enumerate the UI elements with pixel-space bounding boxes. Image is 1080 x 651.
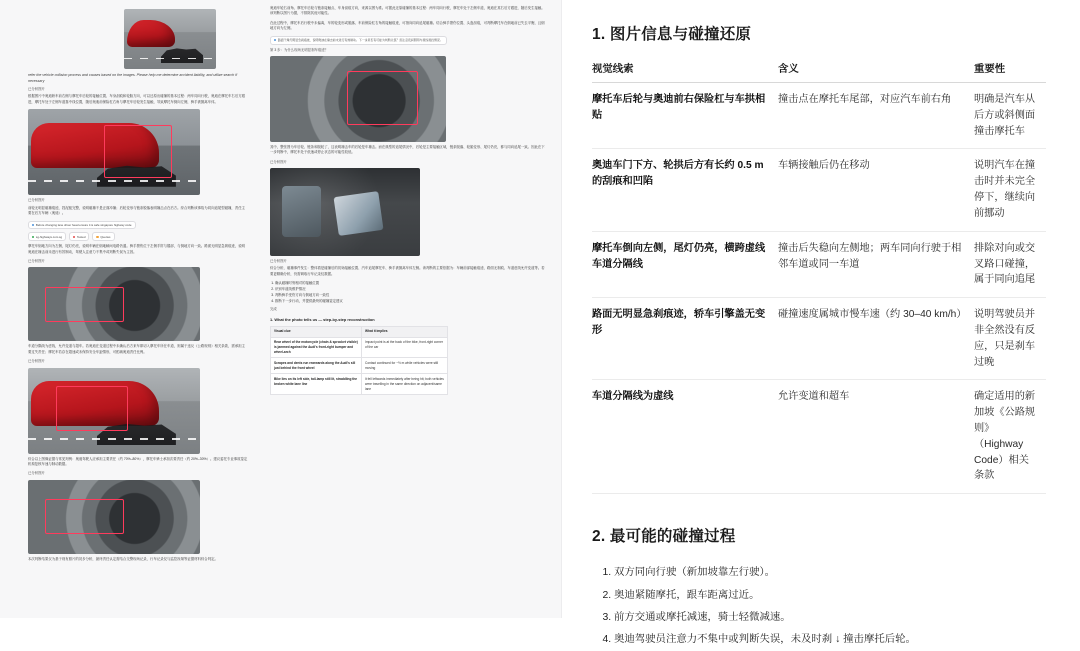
cell-meaning: 撞击点在摩托车尾部，对应汽车前右角 <box>778 83 974 149</box>
cell-clue: 奥迪车门下方、轮拱后方有长约 0.5 m 的刮痕和凹陷 <box>592 149 778 231</box>
column-header-clue: 视觉线索 <box>592 60 778 83</box>
analysis-label-4: 已分析图片 <box>28 259 45 264</box>
cell-clue: 车道分隔线为虚线 <box>592 380 778 494</box>
table-row <box>592 83 1046 149</box>
table-row <box>592 380 1046 494</box>
source-chip-label: 路面干燥无明显急刹痕迹，说明奥迪在撞击前未进行有效制动。下一步是否有可能为判断失误？需注意夜间照明与视线遮挡情况。 <box>277 37 443 42</box>
list-item: 4. 奥迪驾驶员注意力不集中或判断失误，未及时刹 ↓ 撞击摩托后轮。 <box>614 629 1046 650</box>
analysis-text-1: 根据图片中奥迪轿车前右侧与摩托车后轮的接触位置、车身刮痕和轮胎方向，可以还原出碰撞的基本过程：两车同向行驶，奥迪在摩托车右后方跟进，摩托车处于左侧车道靠中线位置，随后奥迪前保险杠右角与摩托车后轮发生接触，导致摩托车倒向左侧，骑手被抛离车体。 <box>28 94 245 104</box>
mid-done-label: 完成 <box>270 307 277 312</box>
source-chip-label: Before changing lane driver head ensure it is safe singapore highway code <box>35 222 132 227</box>
photo-rear-wheel-left[interactable] <box>28 267 200 341</box>
cell-importance: 确定适用的新加坡《公路规则》（Highway Code）相关条款 <box>974 380 1046 494</box>
source-chip-label: sg-highways.com.sg <box>35 234 63 239</box>
source-dot-icon <box>32 224 34 226</box>
lane-marking <box>28 180 200 182</box>
mid-numbered-list <box>275 281 547 304</box>
mid-table-title: 1. What the photo tells us — step-by-step reconstruction <box>270 316 375 322</box>
annotation-box <box>45 499 124 535</box>
analysis-label-1: 已分析图片 <box>28 87 45 92</box>
list-item: 2. 识别车道线维护情况 <box>275 287 547 293</box>
cell-meaning: 车辆接触后仍在移动 <box>778 149 974 231</box>
cell-clue: 摩托车倒向左侧，尾灯仍亮，横跨虚线车道分隔线 <box>592 231 778 297</box>
column-header-meaning: 含义 <box>778 60 974 83</box>
list-item: 1. 确认碰撞时刻相对的接触位置 <box>275 281 547 287</box>
cell-implies: Impact point is at the back of the bike, front-right corner of the car <box>362 337 448 358</box>
analysis-text-2: 前轮无明显碰撞痕迹，挡泥板完整，说明碰撞不是正面冲撞；后轮变形与链条脱落表明撞击点在后方。综合判断该事故为同向追尾型碰撞，责任主要在后方车辆（奥迪）。 <box>28 205 245 216</box>
collision-sequence-list <box>592 562 1046 650</box>
source-dot-icon <box>32 236 34 238</box>
cell-clue: Rear wheel of the motorcycle (chain & sprocket visible) is jammed against the Audi's front-right bumper and wheel-arch <box>271 337 362 358</box>
cell-importance: 明确是汽车从后方或斜侧面撞击摩托车 <box>974 83 1046 149</box>
analysis-text-4: 车道分隔线为虚线，允许变道与超车。若奥迪在变道过程中未确认后方来车即切入摩托车所在车道，则属于违反《公路规则》相关条款，需承担主要过失责任；摩托车若存在超速或未保持安全车距情形，可酌减奥迪责任比例。 <box>28 344 245 354</box>
red-car-shape <box>127 20 175 48</box>
analysis-label-5: 已分析图片 <box>28 359 45 364</box>
cell-importance: 说明汽车在撞击时并未完全停下，继续向前挪动 <box>974 149 1046 231</box>
photo-thumbnail-top[interactable] <box>124 9 216 69</box>
table-row <box>592 149 1046 231</box>
table-row <box>271 358 448 374</box>
dark-object-shape <box>282 186 321 237</box>
section-2-title: 2. 最可能的碰撞过程 <box>592 528 736 546</box>
photo-collision-wide-1[interactable] <box>28 109 200 195</box>
middle-analysis-column[interactable] <box>262 0 562 618</box>
reconstruction-table <box>270 326 448 396</box>
mid-text-4: 综合分析，碰撞事件发生：整体看是碰撞后的初始接触位置、汽车追尾摩托车、骑手被抛离车体左侧。该判断的主要依据为：车辆前部接触痕迹、路面无刹痕、车道虚线允许变道等。若要更精确分析，仍需调取行车记录仪数据。 <box>270 266 545 276</box>
list-item: 3. 判断骑手受伤方向与倒地方向一致性 <box>275 293 547 299</box>
source-chip-label: Queries <box>100 234 111 239</box>
mid-chip-row[interactable] <box>270 36 547 45</box>
cell-meaning: 允许变道和超车 <box>778 380 974 494</box>
cell-importance: 说明驾驶员并非全然没有反应，只是刹车过晚 <box>974 298 1046 380</box>
source-dot-icon <box>73 236 75 238</box>
analysis-text-3: 摩托车倒地方向为左侧，尾灯仍亮，说明车辆在倒地瞬间电路仍通。骑手擦伤位于左侧手肘与膝部，与倒地方向一致。路面无明显急刹痕迹，说明奥迪在撞击前未进行有效制动，驾驶人注意力不集中或判断失误为主因。 <box>28 244 245 254</box>
column-header-visual-clue: Visual clue <box>271 326 362 337</box>
annotation-box <box>104 125 173 178</box>
annotation-box <box>45 287 124 323</box>
photo-rear-wheel-left-2[interactable] <box>28 480 200 554</box>
photo-rear-wheel-mid[interactable] <box>270 56 446 142</box>
cell-meaning: 撞击后失稳向左侧地；两车同向行驶于相邻车道或同一车道 <box>778 231 974 297</box>
annotation-box <box>347 71 417 124</box>
list-item: 2. 奥迪紧随摩托，跟车距离过近。 <box>614 585 1046 606</box>
list-item: 1. 双方同向行驶（新加坡靠左行驶）。 <box>614 562 1046 583</box>
mid-text-1: 奥迪车轮右前角、摩托车后轮与链条接触点、车身刮痕方向，来源以图为准。可据此还原碰撞的基本过程：两车同向行驶，摩托车处于左侧车道，奥迪在其右后方跟进，随后发生接触。该判断以图片为据，不排除其他可能性。 <box>270 6 545 16</box>
mid-text-3: 其中，整张图为车后轮、链条和脱轮了，这表明撞击车的后轮是车撞击。而在典型的追尾情况中，后轮是主要接触区域，链条脱落、轮胎变形、尾灯仍亮，都与同向追尾一致。因此在下一步判断中，摩托车处于低速或停止状态的可能性较低。 <box>270 144 545 155</box>
lane-marking <box>28 438 200 440</box>
photo-collision-wide-2[interactable] <box>28 368 200 454</box>
annotation-box <box>56 386 128 431</box>
cell-clue: Scrapes and dents run rearwards along the Audi's sill just behind the front wheel <box>271 358 362 374</box>
source-dot-icon <box>274 39 276 41</box>
bright-object-shape <box>334 191 384 236</box>
top-caption: refer the vehicle collision process and causes based on the images. Please help me determine accident liability, and utilize search if necessary <box>28 73 238 84</box>
source-chip[interactable] <box>28 221 136 230</box>
list-item: 4. 推断下一步行动，并提供最终的碰撞鉴定建议 <box>275 299 547 305</box>
source-chip-row-2[interactable] <box>28 232 248 241</box>
analysis-text-5: 综合以上图像证据与常见判例：奥迪驾驶人应承担主要责任（约 70%–80%），摩托车骑士承担次要责任（约 20%–30%）。建议委托专业事故鉴定机构复核车速与制动数据。 <box>28 456 248 466</box>
mid-text-2: 在此过程中，摩托车后行驶中未偏离，车的轮变形或脱落、车前保险杠右角的接触痕迹，可指向同向追尾碰撞。结合骑手擦伤位置、头盔刮痕，可判断摩托车在倒地前已失去平衡，且倒地方向为左侧。 <box>270 20 545 31</box>
source-chip[interactable] <box>69 232 89 241</box>
cell-importance: 排除对向或交叉路口碰撞，属于同向追尾 <box>974 231 1046 297</box>
cell-meaning: 碰撞速度属城市慢车速（约 30–40 km/h） <box>778 298 974 380</box>
source-chip[interactable] <box>28 232 66 241</box>
cell-implies: Contact continued for ~½ m while vehicles were still moving <box>362 358 448 374</box>
table-row <box>271 374 448 395</box>
photo-night-scene[interactable] <box>270 168 420 256</box>
mid-analysis-label-2: 已分析图片 <box>270 259 287 264</box>
column-header-importance: 重要性 <box>974 60 1046 83</box>
source-dot-icon <box>96 236 98 238</box>
table-row <box>592 298 1046 380</box>
left-conversation-column[interactable] <box>0 0 262 618</box>
lane-marking <box>124 58 216 60</box>
cell-clue: 路面无明显急刹痕迹，轿车引擎盖无变形 <box>592 298 778 380</box>
collision-evidence-table <box>592 60 1046 494</box>
cell-implies: It fell leftwards immediately after being hit; both vehicles were travelling in the same direction on adjacent/same lane <box>362 374 448 395</box>
analysis-label-2: 已分析图片 <box>28 198 45 203</box>
list-item: 3. 前方交通或摩托减速，骑士轻微减速。 <box>614 607 1046 628</box>
table-row <box>271 337 448 358</box>
column-header-implies: What it implies <box>362 326 448 337</box>
source-chip[interactable] <box>270 36 447 45</box>
analysis-label-6: 已分析图片 <box>28 471 45 476</box>
analysis-text-6: 本次判断结果仅为基于现有照片的初步分析，最终责任认定需结合交警现场记录、行车记录仪与监控视频等证据材料综合判定。 <box>28 556 218 561</box>
table-row <box>592 231 1046 297</box>
source-chip-label: Tested <box>76 234 86 239</box>
right-report-pane[interactable] <box>562 0 1080 646</box>
table-header-row <box>271 326 448 337</box>
mid-step-label: 第 3 步：为什么现场无明显刹车痕迹？ <box>270 47 329 52</box>
source-chip-row-1[interactable] <box>28 221 248 230</box>
section-1-title: 1. 图片信息与碰撞还原 <box>592 26 752 43</box>
mid-analysis-label: 已分析图片 <box>270 159 287 164</box>
cell-clue: 摩托车后轮与奥迪前右保险杠与车拱相贴 <box>592 83 778 149</box>
source-chip[interactable] <box>92 232 114 241</box>
table-header-row <box>592 60 1046 83</box>
cell-clue: Bike lies on its left side, tail-lamp still lit, straddling the broken white lane line <box>271 374 362 395</box>
